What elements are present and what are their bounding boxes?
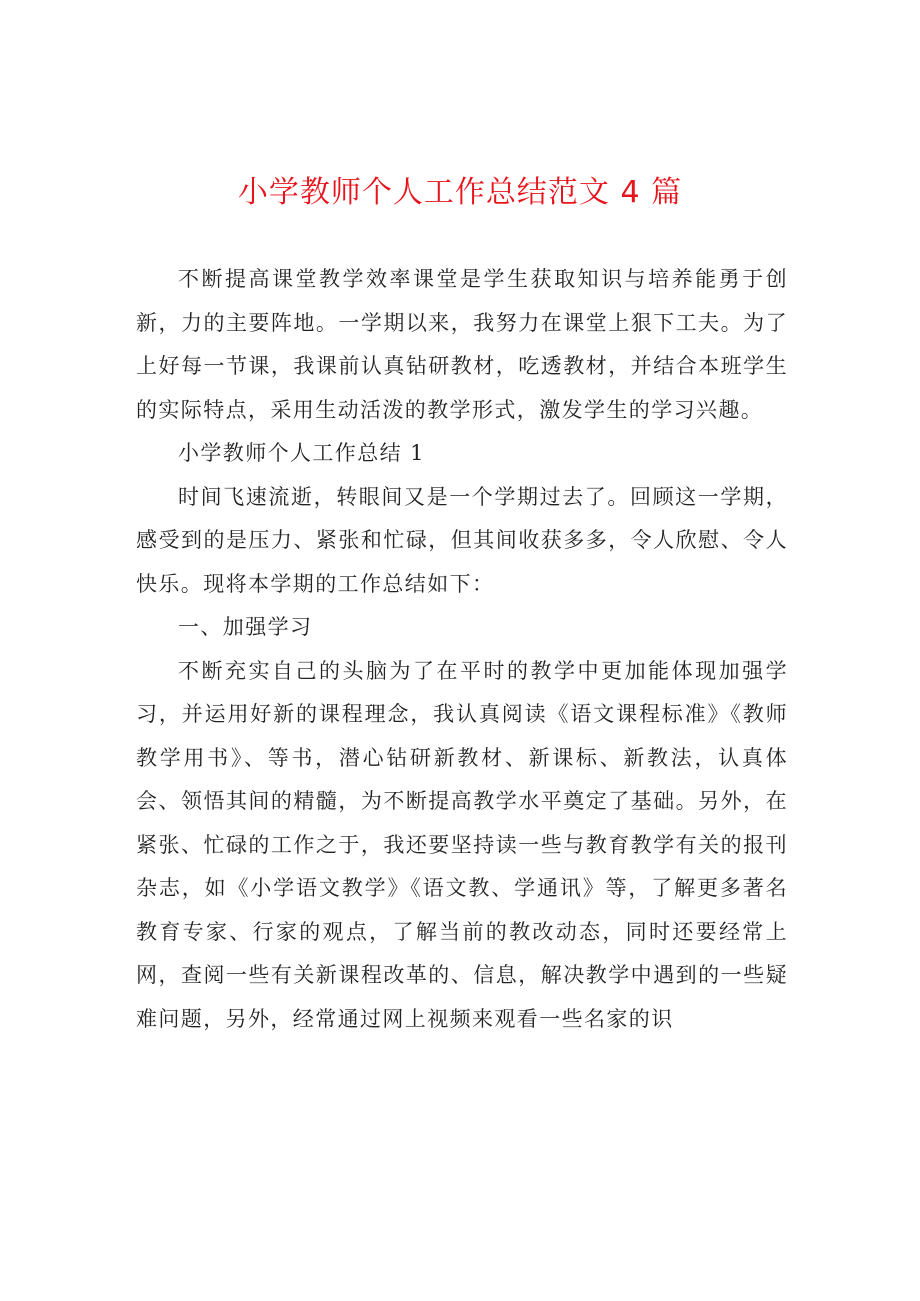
paragraph-intro: 不断提高课堂教学效率课堂是学生获取知识与培养能勇于创新，力的主要阵地。一学期以来，我努力在课堂上狠下工夫。为了上好每一节课，我课前认真钻研教材，吃透教材，并结合本班学生的实际特点，采用生动活泼的教学形式，激发学生的学习兴趣。 — [136, 267, 788, 422]
section-heading-study: 一、加强学习 — [178, 615, 313, 639]
section-heading-summary-1: 小学教师个人工作总结 1 — [178, 441, 425, 465]
paragraph-review: 时间飞速流逝，转眼间又是一个学期过去了。回顾这一学期，感受到的是压力、紧张和忙碌，但其间收获多多，令人欣慰、令人快乐。现将本学期的工作总结如下： — [136, 484, 788, 596]
paragraph-study: 不断充实自己的头脑为了在平时的教学中更加能体现加强学习，并运用好新的课程理念，我认真阅读《语文课程标准》《教师教学用书》、等书，潜心钻研新教材、新课标、新教法，认真体会、领悟其间的精髓，为不断提高教学水平奠定了基础。另外，在紧张、忙碌的工作之于，我还要坚持读一些与教育教学有关的报刊杂志，如《小学语文教学》《语文教、学通讯》等，了解更多著名教育专家、行家的观点，了解当前的教改动态，同时还要经常上网，查阅一些有关新课程改革的、信息，解决教学中遇到的一些疑难问题，另外，经常通过网上视频来观看一些名家的识 — [136, 658, 788, 1031]
document-title: 小学教师个人工作总结范文 4 篇 — [237, 175, 683, 210]
document-body — [136, 258, 788, 1041]
